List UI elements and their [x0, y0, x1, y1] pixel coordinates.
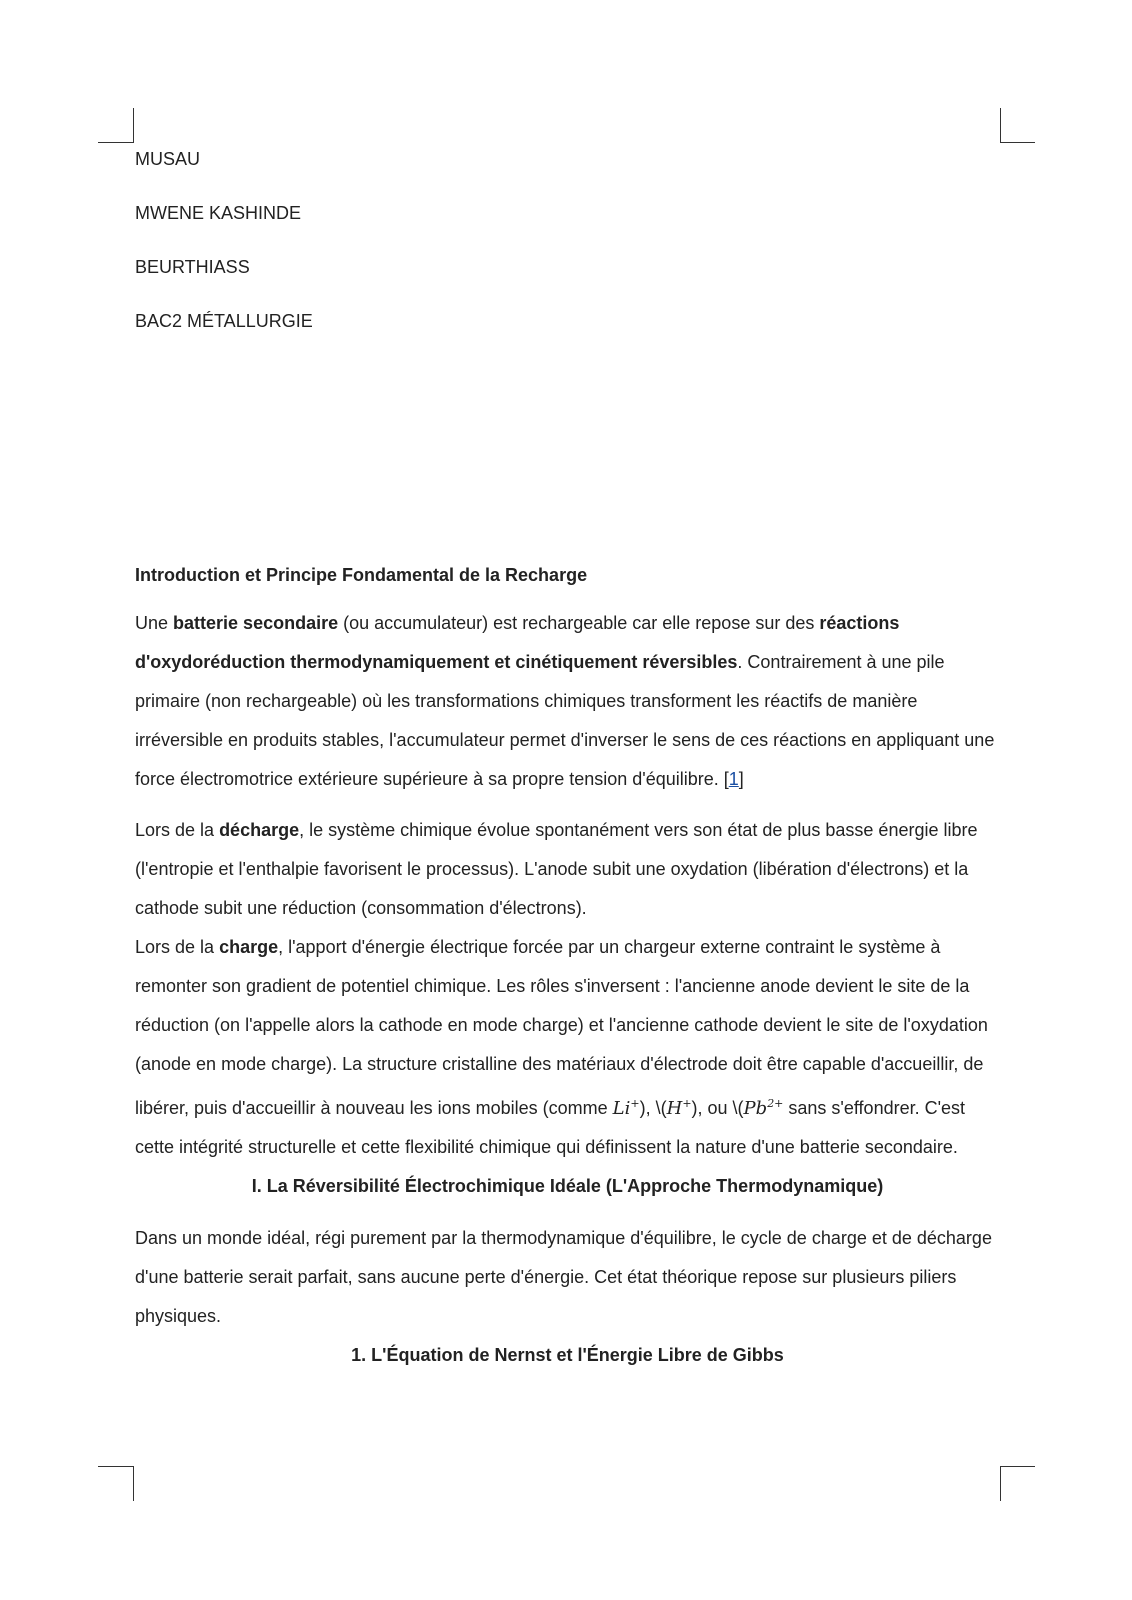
- bold-term: batterie secondaire: [173, 613, 339, 633]
- math-symbol: H: [666, 1098, 683, 1119]
- text-run: ), ou \(: [691, 1098, 744, 1118]
- crop-mark-bottom-right: [1000, 1466, 1035, 1501]
- text-run: (ou accumulateur) est rechargeable car elle repose sur des: [338, 613, 820, 633]
- section-1-paragraph: Dans un monde idéal, régi purement par la thermodynamique d'équilibre, le cycle de charge et de décharge d'une batterie serait parfait, sans aucune perte d'énergie. Cet état théorique repose sur plusieurs piliers physiques.: [135, 1228, 992, 1326]
- text-run: Lors de la: [135, 937, 220, 957]
- intro-paragraph-1: [135, 604, 1000, 799]
- author-line: BAC2 MÉTALLURGIE: [135, 311, 313, 331]
- math-charge: +: [682, 1097, 692, 1110]
- author-line: MUSAU: [135, 149, 201, 169]
- document-page: [135, 146, 1000, 1368]
- text-run: Une: [135, 613, 174, 633]
- bold-term: charge: [219, 937, 279, 957]
- author-block: [135, 146, 1000, 334]
- intro-heading: Introduction et Principe Fondamental de la Recharge: [135, 565, 588, 585]
- math-charge: 2+: [767, 1097, 784, 1110]
- crop-mark-top-left: [98, 108, 134, 143]
- text-run: Lors de la: [135, 820, 220, 840]
- crop-mark-top-right: [1000, 108, 1035, 143]
- crop-mark-bottom-left: [98, 1466, 134, 1501]
- math-lithium-ion: [613, 1098, 640, 1119]
- citation-link[interactable]: 1: [728, 769, 739, 789]
- author-line: MWENE KASHINDE: [135, 203, 302, 223]
- text-run: sans s'effondrer. C'est cette intégrité structurelle et cette flexibilité chimique qui définissent la nature d'une batterie secondaire.: [135, 1098, 966, 1157]
- intro-paragraph-2: [135, 811, 1000, 928]
- text-run: . Contrairement à une pile primaire (non rechargeable) où les transformations chimiques transforment les réactifs de manière irréversible en produits stables, l'accumulateur permet d'inverser le sens de ces réactions en appliquant une force électromotrice extérieure supérieure à sa propre tension d'équilibre. [: [135, 652, 995, 789]
- text-run: , l'apport d'énergie électrique forcée par un chargeur externe contraint le système à remonter son gradient de potentiel chimique. Les rôles s'inversent : l'ancienne anode devient le site de la réduction (on l'appelle alors la cathode en mode charge) et l'ancienne cathode devient le site de l'oxydation (anode en mode charge). La structure cristalline des matériaux d'électrode doit être capable d'accueillir, de libérer, puis d'accueillir à nouveau les ions mobiles (comme: [135, 937, 988, 1118]
- text-run: ]: [738, 769, 744, 789]
- math-lead-ion: [744, 1098, 784, 1119]
- section-1-title: I. La Réversibilité Électrochimique Idéale (L'Approche Thermodynamique): [251, 1176, 884, 1196]
- subsection-1-title: 1. L'Équation de Nernst et l'Énergie Libre de Gibbs: [351, 1345, 784, 1365]
- text-run: ), \(: [639, 1098, 667, 1118]
- author-line: BEURTHIASS: [135, 257, 250, 277]
- bold-term: réactions d'oxydoréduction thermodynamiquement et cinétiquement réversibles: [135, 613, 900, 672]
- math-charge: +: [630, 1097, 640, 1110]
- math-symbol: Pb: [743, 1098, 768, 1119]
- text-run: , le système chimique évolue spontanément vers son état de plus basse énergie libre (l'entropie et l'enthalpie favorisent le processus). L'anode subit une oxydation (libération d'électrons) et la cathode subit une réduction (consommation d'électrons).: [135, 820, 978, 918]
- bold-term: décharge: [219, 820, 300, 840]
- math-hydrogen-ion: [667, 1098, 692, 1119]
- intro-paragraph-3: [135, 928, 1000, 1167]
- math-symbol: Li: [612, 1098, 631, 1119]
- spacer: [135, 362, 1000, 562]
